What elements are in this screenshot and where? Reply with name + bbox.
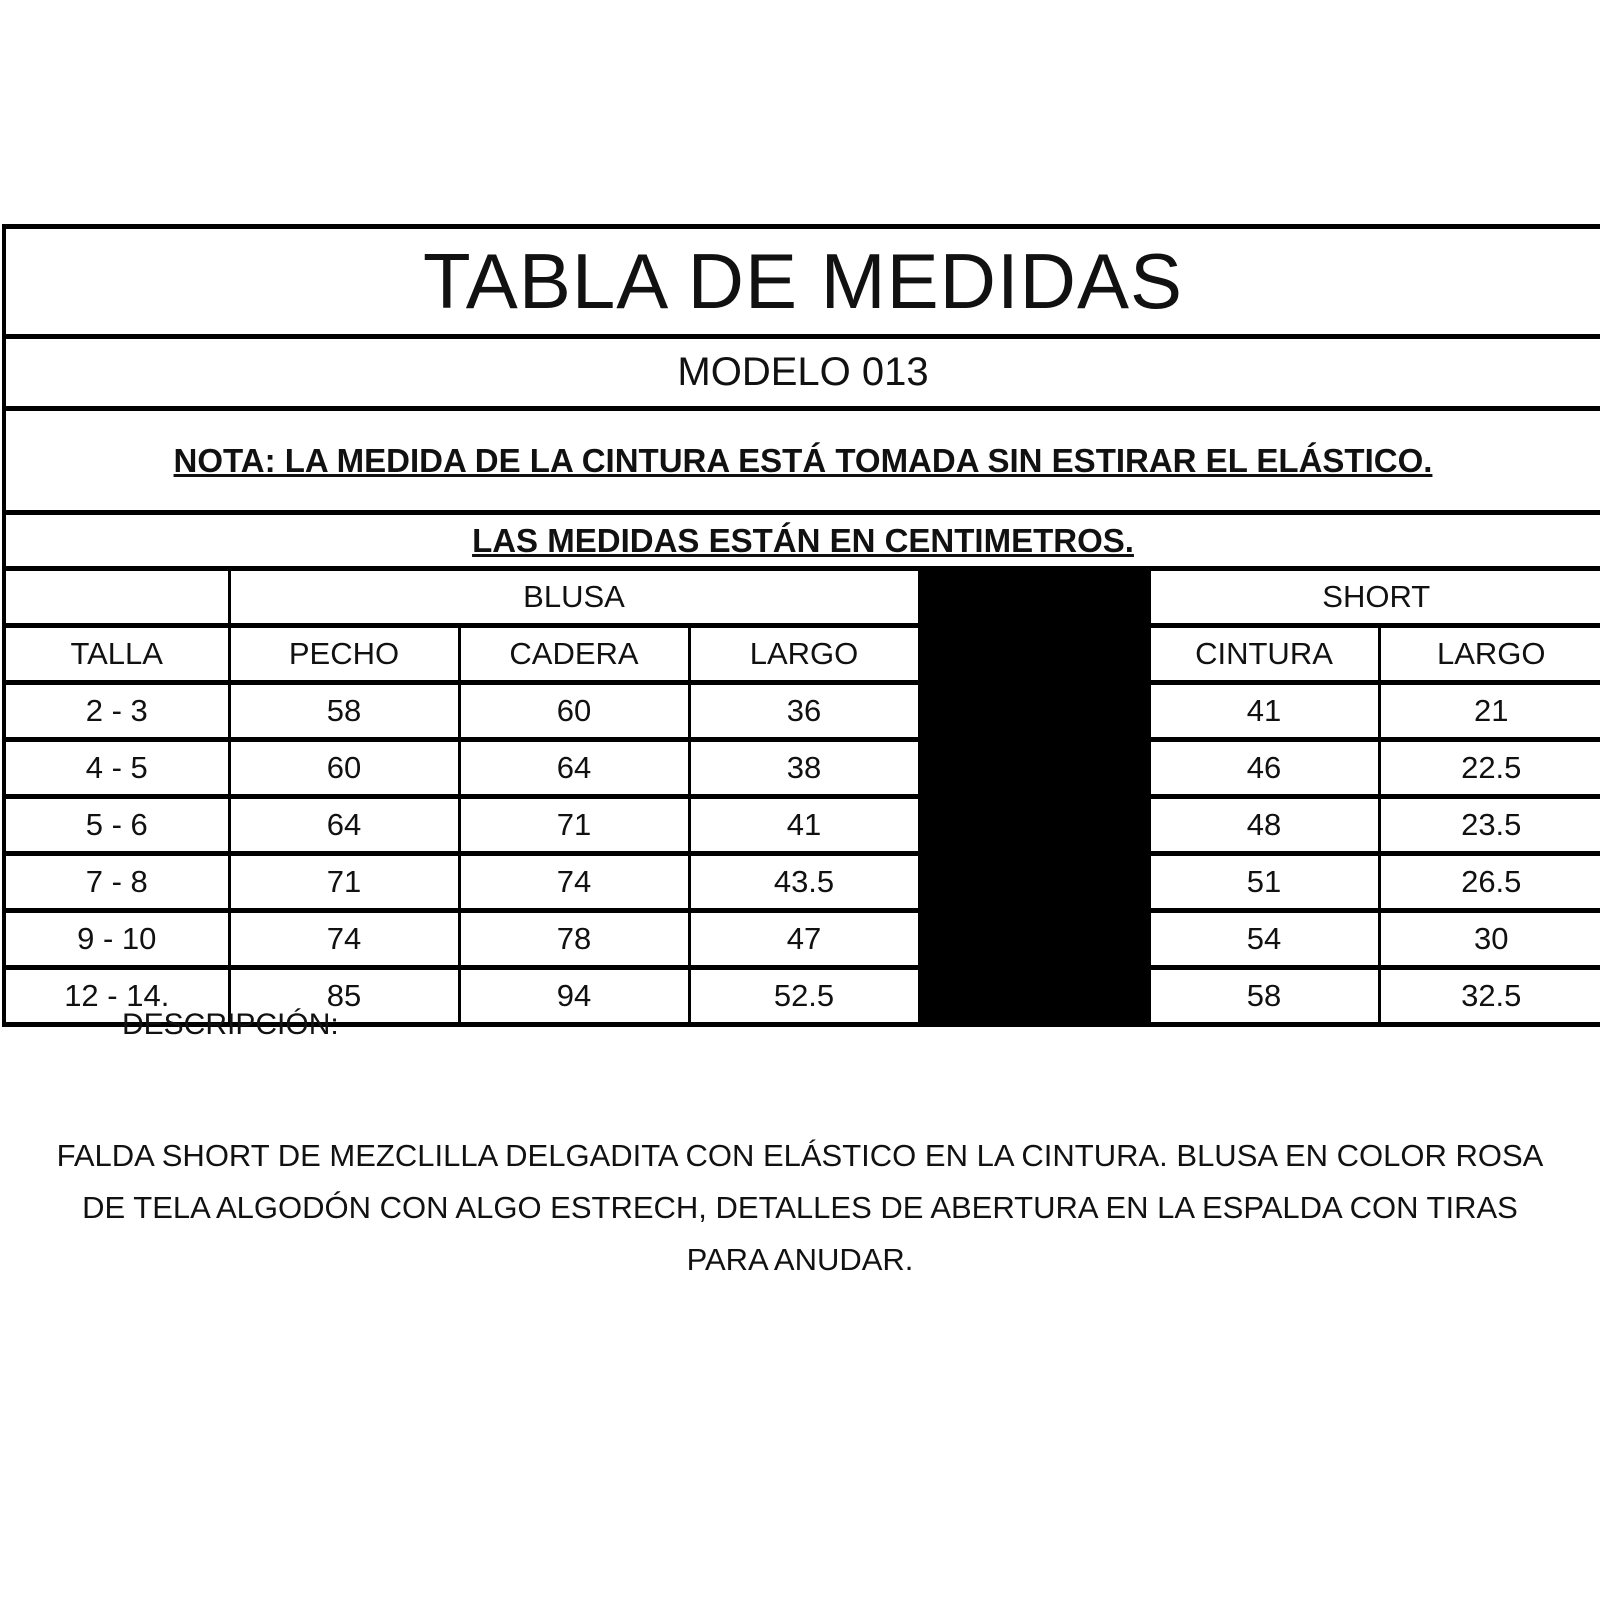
header-talla: TALLA (4, 626, 229, 683)
cell-cintura: 54 (1149, 911, 1379, 968)
cell-cintura: 48 (1149, 797, 1379, 854)
cell-talla: 9 - 10 (4, 911, 229, 968)
cell-largo-short: 21 (1379, 683, 1600, 740)
cell-cadera: 78 (459, 911, 689, 968)
cell-largo-short: 30 (1379, 911, 1600, 968)
cell-pecho: 74 (229, 911, 459, 968)
cell-largo-blusa: 52.5 (689, 968, 919, 1025)
description-text: FALDA SHORT DE MEZCLILLA DELGADITA CON ELÁSTICO EN LA CINTURA. BLUSA EN COLOR ROSA DE TELA ALGODÓN CON ALGO ESTRECH, DETALLES DE ABERTURA EN LA ESPALDA CON TIRAS PARA ANUDAR. (56, 1138, 1544, 1277)
cell-largo-blusa: 43.5 (689, 854, 919, 911)
cell-cadera: 64 (459, 740, 689, 797)
cell-largo-blusa: 47 (689, 911, 919, 968)
cell-talla: 12 - 14. (4, 968, 229, 1025)
cell-largo-blusa: 36 (689, 683, 919, 740)
cell-cadera: 94 (459, 968, 689, 1025)
cell-largo-short: 22.5 (1379, 740, 1600, 797)
redacted-column (919, 569, 1149, 1025)
header-pecho: PECHO (229, 626, 459, 683)
page-title: TABLA DE MEDIDAS (2, 224, 1600, 334)
cell-talla: 5 - 6 (4, 797, 229, 854)
talla-group-cell (4, 569, 229, 626)
cell-cadera: 60 (459, 683, 689, 740)
header-cintura: CINTURA (1149, 626, 1379, 683)
table-row (4, 911, 1600, 968)
cell-pecho: 85 (229, 968, 459, 1025)
measurements-table (2, 566, 1600, 1027)
blusa-group-header: BLUSA (229, 569, 919, 626)
group-header-row (4, 569, 1600, 626)
cell-talla: 2 - 3 (4, 683, 229, 740)
cell-cadera: 74 (459, 854, 689, 911)
header-largo-short: LARGO (1379, 626, 1600, 683)
header-largo-blusa: LARGO (689, 626, 919, 683)
short-group-header: SHORT (1149, 569, 1600, 626)
cell-largo-blusa: 38 (689, 740, 919, 797)
table-row (4, 683, 1600, 740)
cell-largo-short: 26.5 (1379, 854, 1600, 911)
cell-cintura: 46 (1149, 740, 1379, 797)
header-cadera: CADERA (459, 626, 689, 683)
description-label: DESCRIPCIÓN: (122, 1008, 339, 1041)
table-row (4, 854, 1600, 911)
cell-talla: 7 - 8 (4, 854, 229, 911)
column-header-row (4, 626, 1600, 683)
cell-pecho: 58 (229, 683, 459, 740)
units-note: LAS MEDIDAS ESTÁN EN CENTIMETROS. (2, 510, 1600, 566)
table-row (4, 740, 1600, 797)
waist-note: NOTA: LA MEDIDA DE LA CINTURA ESTÁ TOMADA SIN ESTIRAR EL ELÁSTICO. (2, 406, 1600, 510)
cell-talla: 4 - 5 (4, 740, 229, 797)
cell-pecho: 64 (229, 797, 459, 854)
cell-cintura: 58 (1149, 968, 1379, 1025)
cell-cintura: 51 (1149, 854, 1379, 911)
cell-largo-short: 23.5 (1379, 797, 1600, 854)
cell-cintura: 41 (1149, 683, 1379, 740)
cell-pecho: 71 (229, 854, 459, 911)
cell-cadera: 71 (459, 797, 689, 854)
cell-pecho: 60 (229, 740, 459, 797)
model-number: MODELO 013 (2, 334, 1600, 406)
cell-largo-blusa: 41 (689, 797, 919, 854)
table-row (4, 797, 1600, 854)
cell-largo-short: 32.5 (1379, 968, 1600, 1025)
